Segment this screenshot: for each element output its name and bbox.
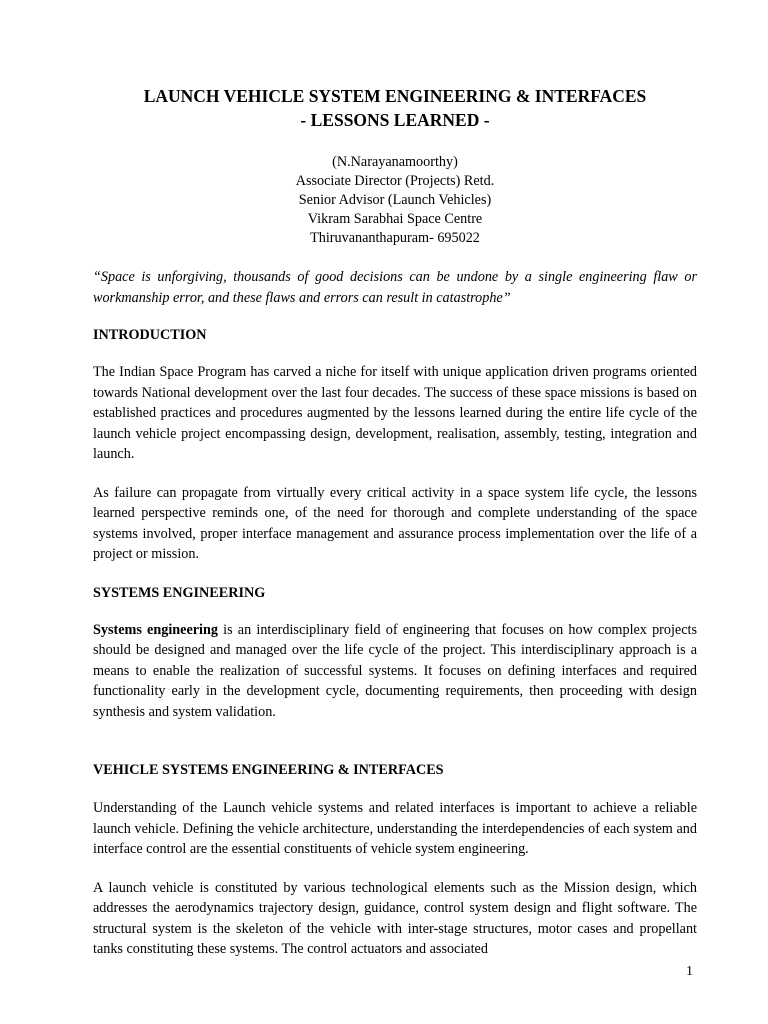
paragraph-vehicle-systems-2: A launch vehicle is constituted by various technological elements such as the Mission design, which addresses the aerodynamics trajectory design, guidance, control system design and flight software. The structural system is the skeleton of the vehicle with inter-stage structures, motor cases and propellant tanks constituting these systems. The control actuators and associated [93, 879, 697, 957]
page-content [93, 84, 697, 960]
epigraph-quote: “Space is unforgiving, thousands of good decisions can be undone by a single engineering flaw or workmanship error, and these flaws and errors can result in catastrophe” [93, 269, 697, 306]
author-name: (N.Narayanamoorthy) [332, 154, 458, 170]
author-organization: Vikram Sarabhai Space Centre [307, 211, 483, 227]
title-line-2: - LESSONS LEARNED - [300, 110, 490, 130]
heading-introduction: INTRODUCTION [93, 327, 207, 343]
page-number: 1 [686, 964, 693, 979]
term-systems-engineering: Systems engineering [93, 621, 218, 638]
paragraph-systems-engineering-text: is an interdisciplinary field of engineering that focuses on how complex projects should be designed and managed over the life cycle of the project. This interdisciplinary approach is a means to enable the realization of successful systems. It focuses on defining interfaces and required functionality early in the development cycle, documenting requirements, then proceeding with design synthesis and system validation. [93, 621, 697, 720]
paragraph-systems-engineering [93, 620, 697, 723]
paragraph-vehicle-systems-1: Understanding of the Launch vehicle systems and related interfaces is important to achieve a reliable launch vehicle. Defining the vehicle architecture, understanding the interdependencies of each system and interface control are the essential constituents of vehicle system engineering. [93, 800, 697, 857]
paragraph-introduction-1: The Indian Space Program has carved a niche for itself with unique application driven programs oriented towards National development over the last four decades. The success of these space missions is based on established practices and procedures augmented by the lessons learned during the entire life cycle of the launch vehicle project encompassing design, development, realisation, assembly, testing, integration and launch. [93, 364, 697, 462]
title-line-1: LAUNCH VEHICLE SYSTEM ENGINEERING & INTERFACES [143, 86, 647, 106]
author-role: Senior Advisor (Launch Vehicles) [298, 192, 492, 208]
author-address: Thiruvananthapuram- 695022 [310, 230, 480, 246]
paragraph-introduction-2: As failure can propagate from virtually every critical activity in a space system life cycle, the lessons learned perspective reminds one, of the need for thorough and complete understanding of the space systems involved, proper interface management and assurance process implementation over the life of a project or mission. [93, 484, 697, 562]
heading-vehicle-systems: VEHICLE SYSTEMS ENGINEERING & INTERFACES [93, 762, 444, 778]
heading-systems-engineering: SYSTEMS ENGINEERING [93, 584, 266, 601]
author-position: Associate Director (Projects) Retd. [295, 173, 495, 189]
document-title [93, 84, 697, 132]
author-block [93, 153, 697, 248]
